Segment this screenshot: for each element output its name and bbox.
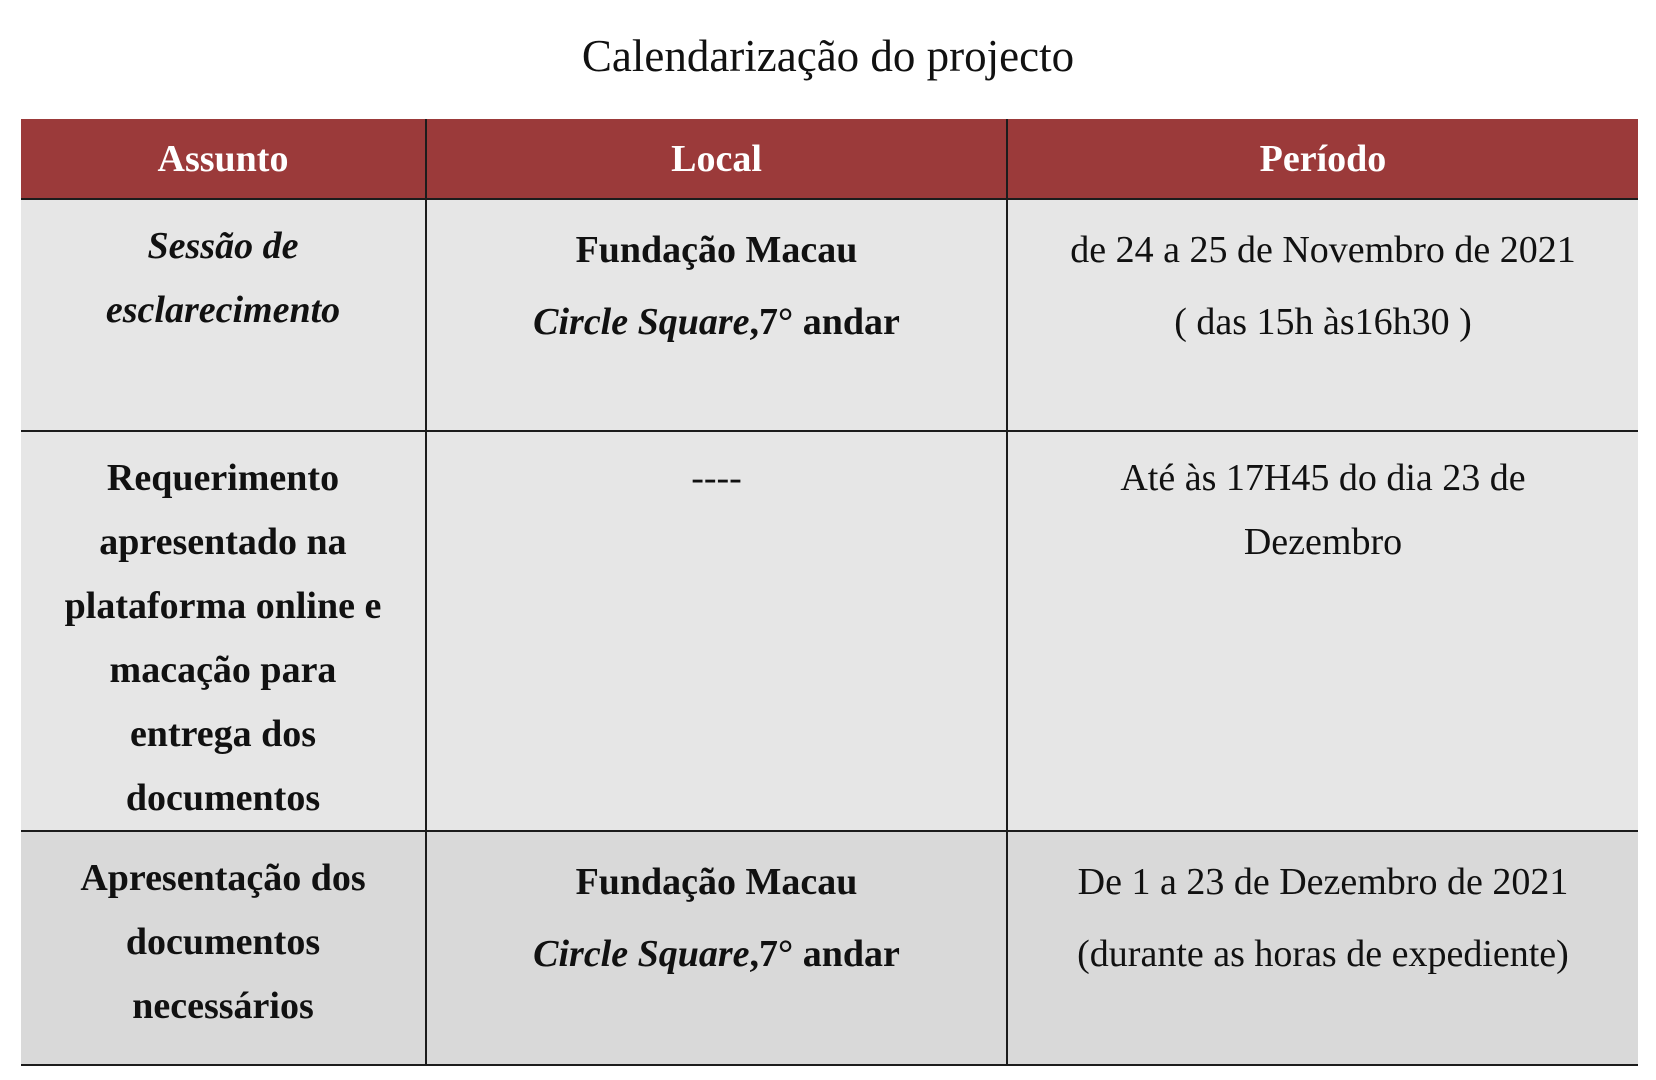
periodo-line: (durante as horas de expediente) — [1077, 933, 1569, 975]
cell-assunto — [21, 431, 426, 831]
local-name: Fundação Macau — [575, 229, 858, 271]
column-header-local: Local — [426, 119, 1007, 199]
assunto-line: necessários — [132, 985, 314, 1027]
table-row — [21, 199, 1638, 431]
local-floor: ,7° andar — [749, 933, 900, 975]
periodo-line: Até às 17H45 do dia 23 de — [1120, 457, 1526, 499]
local-placeholder: ---- — [691, 457, 742, 499]
column-header-periodo: Período — [1007, 119, 1638, 199]
cell-local — [426, 831, 1007, 1065]
cell-periodo — [1007, 831, 1638, 1065]
assunto-line: entrega dos — [129, 713, 317, 755]
cell-assunto — [21, 831, 426, 1065]
table-header-row — [21, 119, 1638, 199]
schedule-table — [21, 119, 1638, 1066]
local-building: Circle Square — [533, 301, 750, 343]
page-title: Calendarização do projecto — [581, 31, 1075, 81]
local-address — [435, 286, 998, 358]
assunto-line: Apresentação dos — [80, 857, 366, 899]
local-name: Fundação Macau — [575, 861, 858, 903]
periodo-line: ( das 15h às16h30 ) — [1174, 301, 1472, 343]
assunto-line: Sessão de — [147, 225, 299, 267]
assunto-line: Requerimento — [106, 457, 340, 499]
assunto-line: esclarecimento — [105, 289, 341, 331]
periodo-line: De 1 a 23 de Dezembro de 2021 — [1077, 861, 1569, 903]
assunto-line: documentos — [125, 777, 321, 819]
assunto-line: macação para — [109, 649, 337, 691]
assunto-line: plataforma online e — [64, 585, 382, 627]
cell-periodo — [1007, 199, 1638, 431]
periodo-line: Dezembro — [1243, 521, 1403, 563]
assunto-line: apresentado na — [99, 521, 347, 563]
periodo-line: de 24 a 25 de Novembro de 2021 — [1070, 229, 1576, 271]
cell-periodo — [1007, 431, 1638, 831]
table-row — [21, 831, 1638, 1065]
assunto-line: documentos — [125, 921, 321, 963]
local-address — [435, 918, 998, 990]
column-header-assunto: Assunto — [21, 119, 426, 199]
cell-assunto — [21, 199, 426, 431]
table-row — [21, 431, 1638, 831]
local-building: Circle Square — [533, 933, 750, 975]
local-floor: ,7° andar — [749, 301, 900, 343]
cell-local — [426, 199, 1007, 431]
cell-local — [426, 431, 1007, 831]
